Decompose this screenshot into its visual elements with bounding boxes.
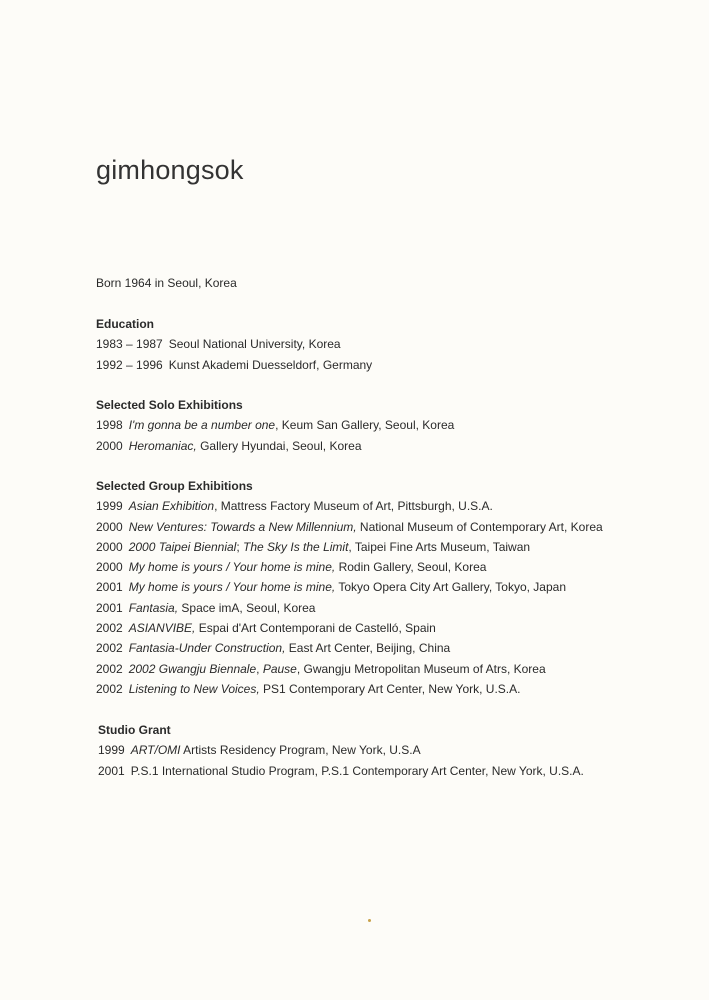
grant-heading: Studio Grant <box>98 723 171 737</box>
group-title: Listening to New Voices, <box>128 681 260 696</box>
group-venue: , Gwangju Metropolitan Museum of Atrs, Korea <box>296 661 546 676</box>
group-year: 1999 <box>96 499 123 514</box>
group-item <box>96 517 603 537</box>
solo-item <box>96 415 454 435</box>
group-item <box>96 557 603 577</box>
group-title: Asian Exhibition <box>128 499 215 514</box>
group-subtitle: Pause <box>262 661 297 676</box>
solo-year: 2000 <box>96 438 123 453</box>
solo-title: I'm gonna be a number one <box>128 418 276 433</box>
education-years: 1983 – 1987 <box>96 337 163 352</box>
education-text: Kunst Akademi Duesseldorf, Germany <box>168 357 373 372</box>
grant-year: 2001 <box>98 763 125 778</box>
group-venue: East Art Center, Beijing, China <box>285 641 451 656</box>
born-text: Born 1964 in Seoul, Korea <box>96 276 237 290</box>
group-venue: , Mattress Factory Museum of Art, Pittsburgh, U.S.A. <box>214 499 493 514</box>
group-item <box>96 537 603 557</box>
group-year: 2000 <box>96 519 123 534</box>
group-year: 2001 <box>96 600 123 615</box>
group-venue: , Taipei Fine Arts Museum, Taiwan <box>348 539 531 554</box>
group-separator: , <box>256 661 263 676</box>
grant-item <box>98 761 584 781</box>
group-year: 2002 <box>96 621 123 636</box>
group-title: ASIANVIBE, <box>128 621 196 636</box>
group-venue: Espai d'Art Contemporani de Castelló, Spain <box>195 621 436 636</box>
education-section <box>96 314 372 375</box>
grant-text: Artists Residency Program, New York, U.S.A <box>180 743 421 758</box>
born-line <box>96 273 237 293</box>
group-venue: National Museum of Contemporary Art, Korea <box>356 519 603 534</box>
group-item <box>96 577 603 597</box>
group-title: 2000 Taipei Biennial <box>128 539 237 554</box>
education-years: 1992 – 1996 <box>96 357 163 372</box>
group-year: 2002 <box>96 641 123 656</box>
group-separator: ; <box>236 539 244 554</box>
solo-title: Heromaniac, <box>128 438 197 453</box>
group-title: Fantasia-Under Construction, <box>128 641 286 656</box>
group-venue: PS1 Contemporary Art Center, New York, U.S.A. <box>259 681 521 696</box>
grant-title: ART/OMI <box>130 743 181 758</box>
group-venue: Space imA, Seoul, Korea <box>178 600 316 615</box>
group-title: New Ventures: Towards a New Millennium, <box>128 519 357 534</box>
group-item <box>96 679 603 699</box>
group-venue: Tokyo Opera City Art Gallery, Tokyo, Japan <box>335 580 567 595</box>
grant-year: 1999 <box>98 743 125 758</box>
group-title: My home is yours / Your home is mine, <box>128 580 336 595</box>
group-title: 2002 Gwangju Biennale <box>128 661 257 676</box>
grant-text: P.S.1 International Studio Program, P.S.1 Contemporary Art Center, New York, U.S.A. <box>130 763 584 778</box>
education-item <box>96 355 372 375</box>
grant-section <box>98 720 584 781</box>
solo-item <box>96 436 454 456</box>
grant-item <box>98 740 584 760</box>
group-venue: Rodin Gallery, Seoul, Korea <box>335 560 487 575</box>
group-year: 2000 <box>96 560 123 575</box>
group-item <box>96 618 603 638</box>
solo-section <box>96 395 454 456</box>
page-title: gimhongsok <box>96 155 244 185</box>
education-text: Seoul National University, Korea <box>168 337 341 352</box>
solo-venue: Gallery Hyundai, Seoul, Korea <box>196 438 362 453</box>
education-heading: Education <box>96 317 155 331</box>
solo-heading: Selected Solo Exhibitions <box>96 398 243 412</box>
group-section <box>96 476 603 699</box>
group-heading: Selected Group Exhibitions <box>96 479 253 493</box>
group-year: 2000 <box>96 539 123 554</box>
group-item <box>96 638 603 658</box>
group-year: 2002 <box>96 661 123 676</box>
group-year: 2002 <box>96 681 123 696</box>
group-item <box>96 598 603 618</box>
group-title: My home is yours / Your home is mine, <box>128 560 336 575</box>
solo-year: 1998 <box>96 418 123 433</box>
group-subtitle: The Sky Is the Limit <box>243 539 349 554</box>
group-title: Fantasia, <box>128 600 179 615</box>
group-year: 2001 <box>96 580 123 595</box>
solo-venue: , Keum San Gallery, Seoul, Korea <box>275 418 455 433</box>
group-item <box>96 659 603 679</box>
ink-speck <box>368 919 371 922</box>
education-item <box>96 334 372 354</box>
group-item <box>96 496 603 516</box>
